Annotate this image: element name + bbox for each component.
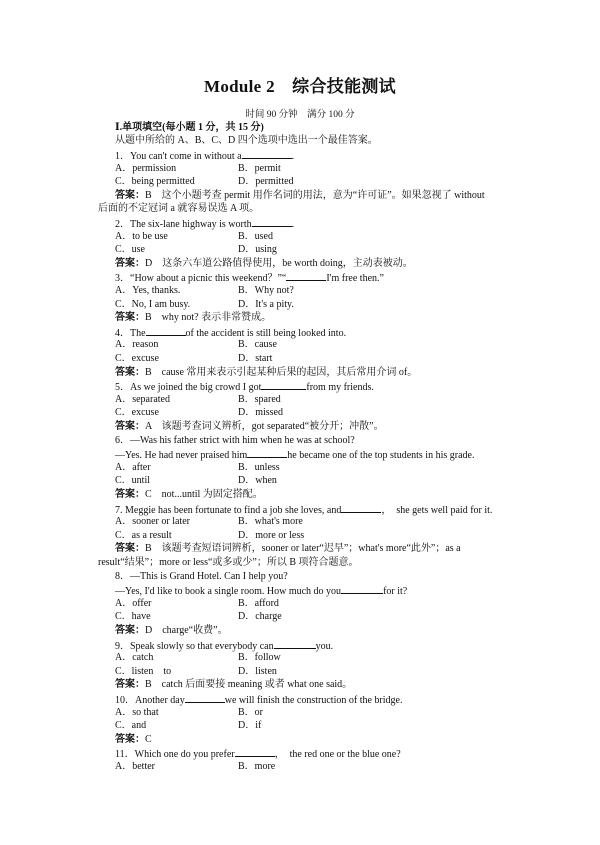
option-a: A．after xyxy=(115,461,151,473)
answer-text: D 这条六车道公路值得使用，be worth doing，主动表被动。 xyxy=(145,257,413,269)
answer-text: D charge“收费”。 xyxy=(145,625,228,636)
answer-explanation xyxy=(115,367,417,379)
option-c: C．excuse xyxy=(115,407,159,419)
option-a: A．offer xyxy=(115,597,152,609)
question-text: we will finish the construction of the bridge. xyxy=(224,695,403,706)
question-text: ， she gets well paid for it. xyxy=(381,504,493,516)
answer-label: 答案： xyxy=(115,257,145,269)
option-b: B．cause xyxy=(238,339,277,351)
option-d: D．It's a pity. xyxy=(238,298,294,310)
question-stem xyxy=(115,380,374,394)
option-d: D．charge xyxy=(238,611,282,623)
option-c: C．have xyxy=(115,611,151,623)
answer-explanation: 后面的不定冠词 a 就容易误选 A 项。 xyxy=(98,203,260,215)
option-a: A．permission xyxy=(115,162,177,174)
answer-label: 答案： xyxy=(115,421,145,432)
answer-text: C xyxy=(145,733,152,745)
option-b: B．permit xyxy=(238,162,281,174)
answer-explanation xyxy=(115,258,413,270)
question-text: I'm free then.” xyxy=(326,273,384,285)
option-a: A．Yes, thanks. xyxy=(115,285,181,296)
option-c: C．and xyxy=(115,720,147,732)
question-text: . xyxy=(291,151,295,162)
answer-label: 答案： xyxy=(115,625,145,636)
question-stem xyxy=(115,435,355,447)
option-a: A．so that xyxy=(115,706,159,718)
answer-text: A 该题考查词义辨析，got separated“被分开；冲散”。 xyxy=(145,421,384,432)
question-text: —Yes. He had never praised him xyxy=(115,450,248,462)
answer-label: 答案： xyxy=(115,733,145,745)
option-c: C．excuse xyxy=(115,353,159,364)
option-c: C．being permitted xyxy=(115,176,195,188)
question-stem xyxy=(115,584,407,598)
question-text: —Yes, I'd like to book a single room. How much do you xyxy=(115,586,342,598)
question-stem xyxy=(115,271,384,285)
question-stem xyxy=(115,217,294,231)
answer-blank xyxy=(146,326,186,336)
option-a: A．better xyxy=(115,761,155,772)
answer-text: B 该题考查短语词辨析，sooner or later“迟早”；what's more“此外”；as a xyxy=(145,543,461,555)
question-text: 10．Another day xyxy=(115,695,185,706)
option-b: B．spared xyxy=(238,393,281,405)
answer-text: B why not? 表示非常赞成。 xyxy=(145,312,272,324)
answer-blank xyxy=(242,149,292,159)
question-stem xyxy=(115,448,474,462)
question-text: from my friends. xyxy=(306,382,374,394)
answer-label: 答案： xyxy=(115,679,145,691)
option-d: D．missed xyxy=(238,407,283,419)
question-text: 7. Meggie has been fortunate to find a job she loves, and xyxy=(115,504,342,516)
question-stem xyxy=(115,326,346,340)
option-d: D．listen xyxy=(238,665,277,677)
option-d: D．permitted xyxy=(238,176,294,188)
question-stem xyxy=(115,747,401,761)
answer-blank xyxy=(274,639,316,649)
question-text: 11．Which one do you prefer xyxy=(115,749,235,761)
option-b: B．used xyxy=(238,230,273,242)
answer-label: 答案： xyxy=(115,312,145,324)
question-text: 5．As we joined the big crowd I got xyxy=(115,382,262,394)
answer-label: 答案： xyxy=(115,543,145,555)
option-c: C．use xyxy=(115,244,145,256)
answer-label: 答案： xyxy=(115,366,145,378)
answer-label: 答案： xyxy=(115,189,145,201)
question-text: you. xyxy=(315,640,334,652)
answer-explanation: result“结果”；more or less“或多或少”；所以 B 项符合题意。 xyxy=(98,557,359,568)
answer-blank xyxy=(286,271,326,281)
question-text: 1．You can't come in without a xyxy=(115,151,242,162)
answer-explanation xyxy=(115,190,485,202)
answer-explanation xyxy=(115,543,461,555)
question-stem xyxy=(115,149,294,163)
option-d: D．start xyxy=(238,353,273,364)
instruction-text: 从题中所给的 A、B、C、D 四个选项中选出一个最佳答案。 xyxy=(115,135,378,146)
answer-explanation xyxy=(115,421,384,433)
question-stem xyxy=(115,571,288,583)
answer-explanation xyxy=(115,625,228,637)
answer-blank xyxy=(185,693,225,703)
option-b: B．what's more xyxy=(238,516,303,528)
option-c: C．until xyxy=(115,475,151,487)
option-c: C．No, I am busy. xyxy=(115,298,191,310)
answer-text: B 这个小题考查 permit 用作名词的用法，意为“许可证”。如果忽视了 without xyxy=(145,189,485,201)
question-stem xyxy=(115,503,492,517)
option-a: A．reason xyxy=(115,339,159,351)
option-d: D．if xyxy=(238,720,262,732)
option-d: D．more or less xyxy=(238,529,305,541)
answer-explanation xyxy=(115,734,152,746)
answer-explanation xyxy=(115,679,352,691)
answer-text: C not...until 为固定搭配。 xyxy=(145,489,263,500)
answer-text: B catch 后面要接 meaning 或者 what one said。 xyxy=(145,679,353,691)
answer-blank xyxy=(252,217,292,227)
answer-text: B cause 常用来表示引起某种后果的起因，其后常用介词 of。 xyxy=(145,366,418,378)
question-text: he became one of the top students in his grade. xyxy=(287,450,475,462)
option-d: D．using xyxy=(238,244,277,256)
option-b: B．unless xyxy=(238,461,280,473)
question-text: ， the red one or the blue one? xyxy=(274,749,401,761)
option-a: A．catch xyxy=(115,652,154,664)
question-stem xyxy=(115,639,333,653)
option-b: B．or xyxy=(238,706,263,718)
question-text: of the accident is still being looked into. xyxy=(185,327,347,339)
option-d: D．when xyxy=(238,475,277,487)
answer-explanation xyxy=(115,312,271,324)
answer-blank xyxy=(341,584,383,594)
section-heading: Ⅰ.单项填空(每小题 1 分，共 15 分) xyxy=(115,122,264,133)
answer-blank xyxy=(261,380,306,390)
answer-label: 答案： xyxy=(115,489,145,500)
answer-blank xyxy=(235,747,275,757)
question-text: . xyxy=(291,219,295,230)
option-b: B．Why not? xyxy=(238,285,294,296)
question-text: 4．The xyxy=(115,327,146,339)
option-c: C．as a result xyxy=(115,529,172,541)
answer-blank xyxy=(341,503,381,513)
question-text: 2．The six-lane highway is worth xyxy=(115,219,252,230)
question-stem xyxy=(115,693,402,707)
option-a: A．sooner or later xyxy=(115,516,190,528)
question-text: 8．—This is Grand Hotel. Can I help you? xyxy=(115,570,288,582)
question-text: 6．—Was his father strict with him when he was at school? xyxy=(115,434,355,446)
option-b: B．afford xyxy=(238,597,279,609)
answer-blank xyxy=(247,448,287,458)
option-b: B．more xyxy=(238,761,276,772)
option-c: C．listen to xyxy=(115,665,172,677)
exam-meta: 时间 90 分钟 满分 100 分 xyxy=(245,110,355,120)
question-text: for it? xyxy=(383,586,408,598)
page-title: Module 2 综合技能测试 xyxy=(204,77,396,96)
question-text: 9．Speak slowly so that everybody can xyxy=(115,640,274,652)
question-text: 3．“How about a picnic this weekend？”“ xyxy=(115,273,287,285)
answer-explanation xyxy=(115,489,263,501)
option-a: A．to be use xyxy=(115,230,168,242)
option-a: A．separated xyxy=(115,393,170,405)
option-b: B．follow xyxy=(238,652,281,664)
